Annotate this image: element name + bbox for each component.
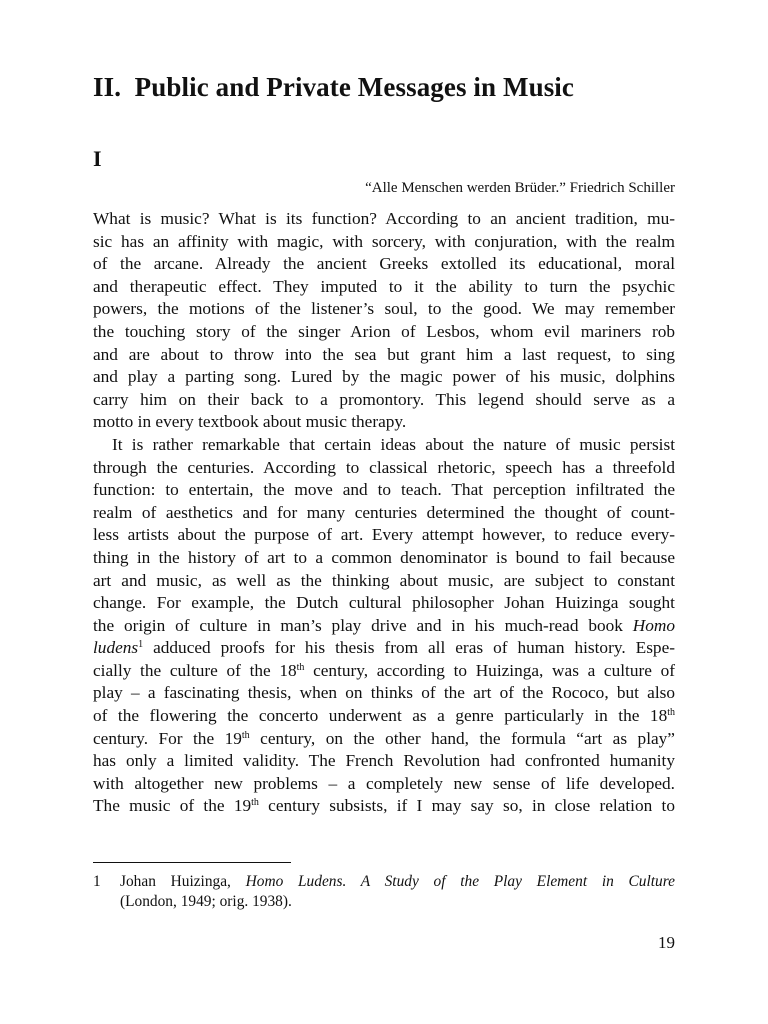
text-line: less artists about the purpose of art. Every attempt however, to reduce every-	[93, 525, 675, 545]
text-line: thing in the history of art to a common denominator is bound to fail because	[93, 547, 675, 567]
text-line	[93, 795, 675, 818]
text-segment: The music of the 19	[93, 796, 252, 816]
text-line: and therapeutic effect. They imputed to it the ability to turn the psychic	[93, 276, 675, 296]
text-line: It is rather remarkable that certain ideas about the nature of music persist	[112, 434, 675, 454]
text-line: What is music? What is its function? According to an ancient tradition, mu-	[93, 209, 675, 228]
chapter-title: II. Public and Private Messages in Music	[93, 72, 574, 102]
footnote-number: 1	[93, 873, 101, 890]
text-segment: cially the culture of the 18	[93, 660, 297, 680]
text-line	[93, 637, 675, 660]
epigraph: “Alle Menschen werden Brüder.” Friedrich Schiller	[365, 180, 675, 196]
ordinal-suffix: th	[296, 661, 305, 673]
text-line	[93, 705, 675, 728]
text-line	[93, 615, 675, 638]
book-page	[93, 0, 675, 1024]
text-line: play – a fascinating thesis, when on thinks of the art of the Rococo, but also	[93, 683, 675, 703]
text-segment: century. For the 19	[93, 728, 242, 748]
footnote	[93, 872, 675, 912]
text-line: through the centuries. According to classical rhetoric, speech has a threefold	[93, 457, 675, 477]
text-line: powers, the motions of the listener’s soul, to the good. We may remember	[93, 299, 675, 319]
text-line: of the arcane. Already the ancient Greeks extolled its educational, moral	[93, 254, 675, 274]
text-line	[93, 728, 675, 751]
text-line: motto in every textbook about music therapy.	[93, 412, 407, 432]
text-line: and are about to throw into the sea but grant him a last request, to sing	[93, 344, 675, 364]
book-title: Homo	[632, 615, 675, 635]
text-line: change. For example, the Dutch cultural philosopher Johan Huizinga sought	[93, 593, 675, 613]
text-segment: of the flowering the concerto underwent as a genre particularly in the 18	[93, 706, 668, 726]
section-heading: I	[93, 146, 102, 171]
book-title: ludens	[93, 638, 139, 658]
text-line: carry him on their back to a promontory. This legend should serve as a	[93, 389, 675, 409]
ordinal-suffix: th	[241, 729, 250, 741]
ordinal-suffix: th	[251, 797, 259, 809]
text-line: art and music, as well as the thinking about music, are subject to constant	[93, 570, 675, 590]
footnote-divider	[93, 862, 291, 863]
ordinal-suffix: th	[667, 707, 675, 719]
text-segment: adduced proofs for his thesis from all eras of human history. Espe-	[143, 638, 675, 658]
text-segment: the origin of culture in man’s play drive and in his much-read book	[93, 615, 623, 635]
text-line	[93, 660, 675, 683]
text-line: with altogether new problems – a completely new sense of life developed.	[93, 773, 675, 793]
text-segment: century, according to Huizinga, was a culture of	[304, 660, 675, 680]
footnote-details: (London, 1949; orig. 1938).	[120, 893, 292, 910]
text-line: and play a parting song. Lured by the magic power of his music, dolphins	[93, 367, 675, 387]
text-line: has only a limited validity. The French Revolution had confronted humanity	[93, 751, 675, 771]
body-text	[93, 208, 675, 818]
footnote-author: Johan Huizinga,	[120, 873, 231, 890]
text-segment: century, on the other hand, the formula “art as play”	[249, 728, 675, 748]
footnote-reference[interactable]: 1	[138, 639, 144, 651]
text-line: function: to entertain, the move and to teach. That perception infiltrated the	[93, 480, 675, 500]
text-segment: century subsists, if I may say so, in close relation to	[258, 796, 675, 816]
text-line: sic has an affinity with magic, with sorcery, with conjuration, with the realm	[93, 231, 675, 251]
page-number: 19	[658, 933, 675, 952]
text-line: realm of aesthetics and for many centuries determined the thought of count-	[93, 502, 675, 522]
footnote-line	[93, 872, 675, 892]
text-line: the touching story of the singer Arion of Lesbos, whom evil mariners rob	[93, 321, 675, 341]
footnote-book-title: Homo Ludens. A Study of the Play Element in Culture	[245, 873, 675, 890]
